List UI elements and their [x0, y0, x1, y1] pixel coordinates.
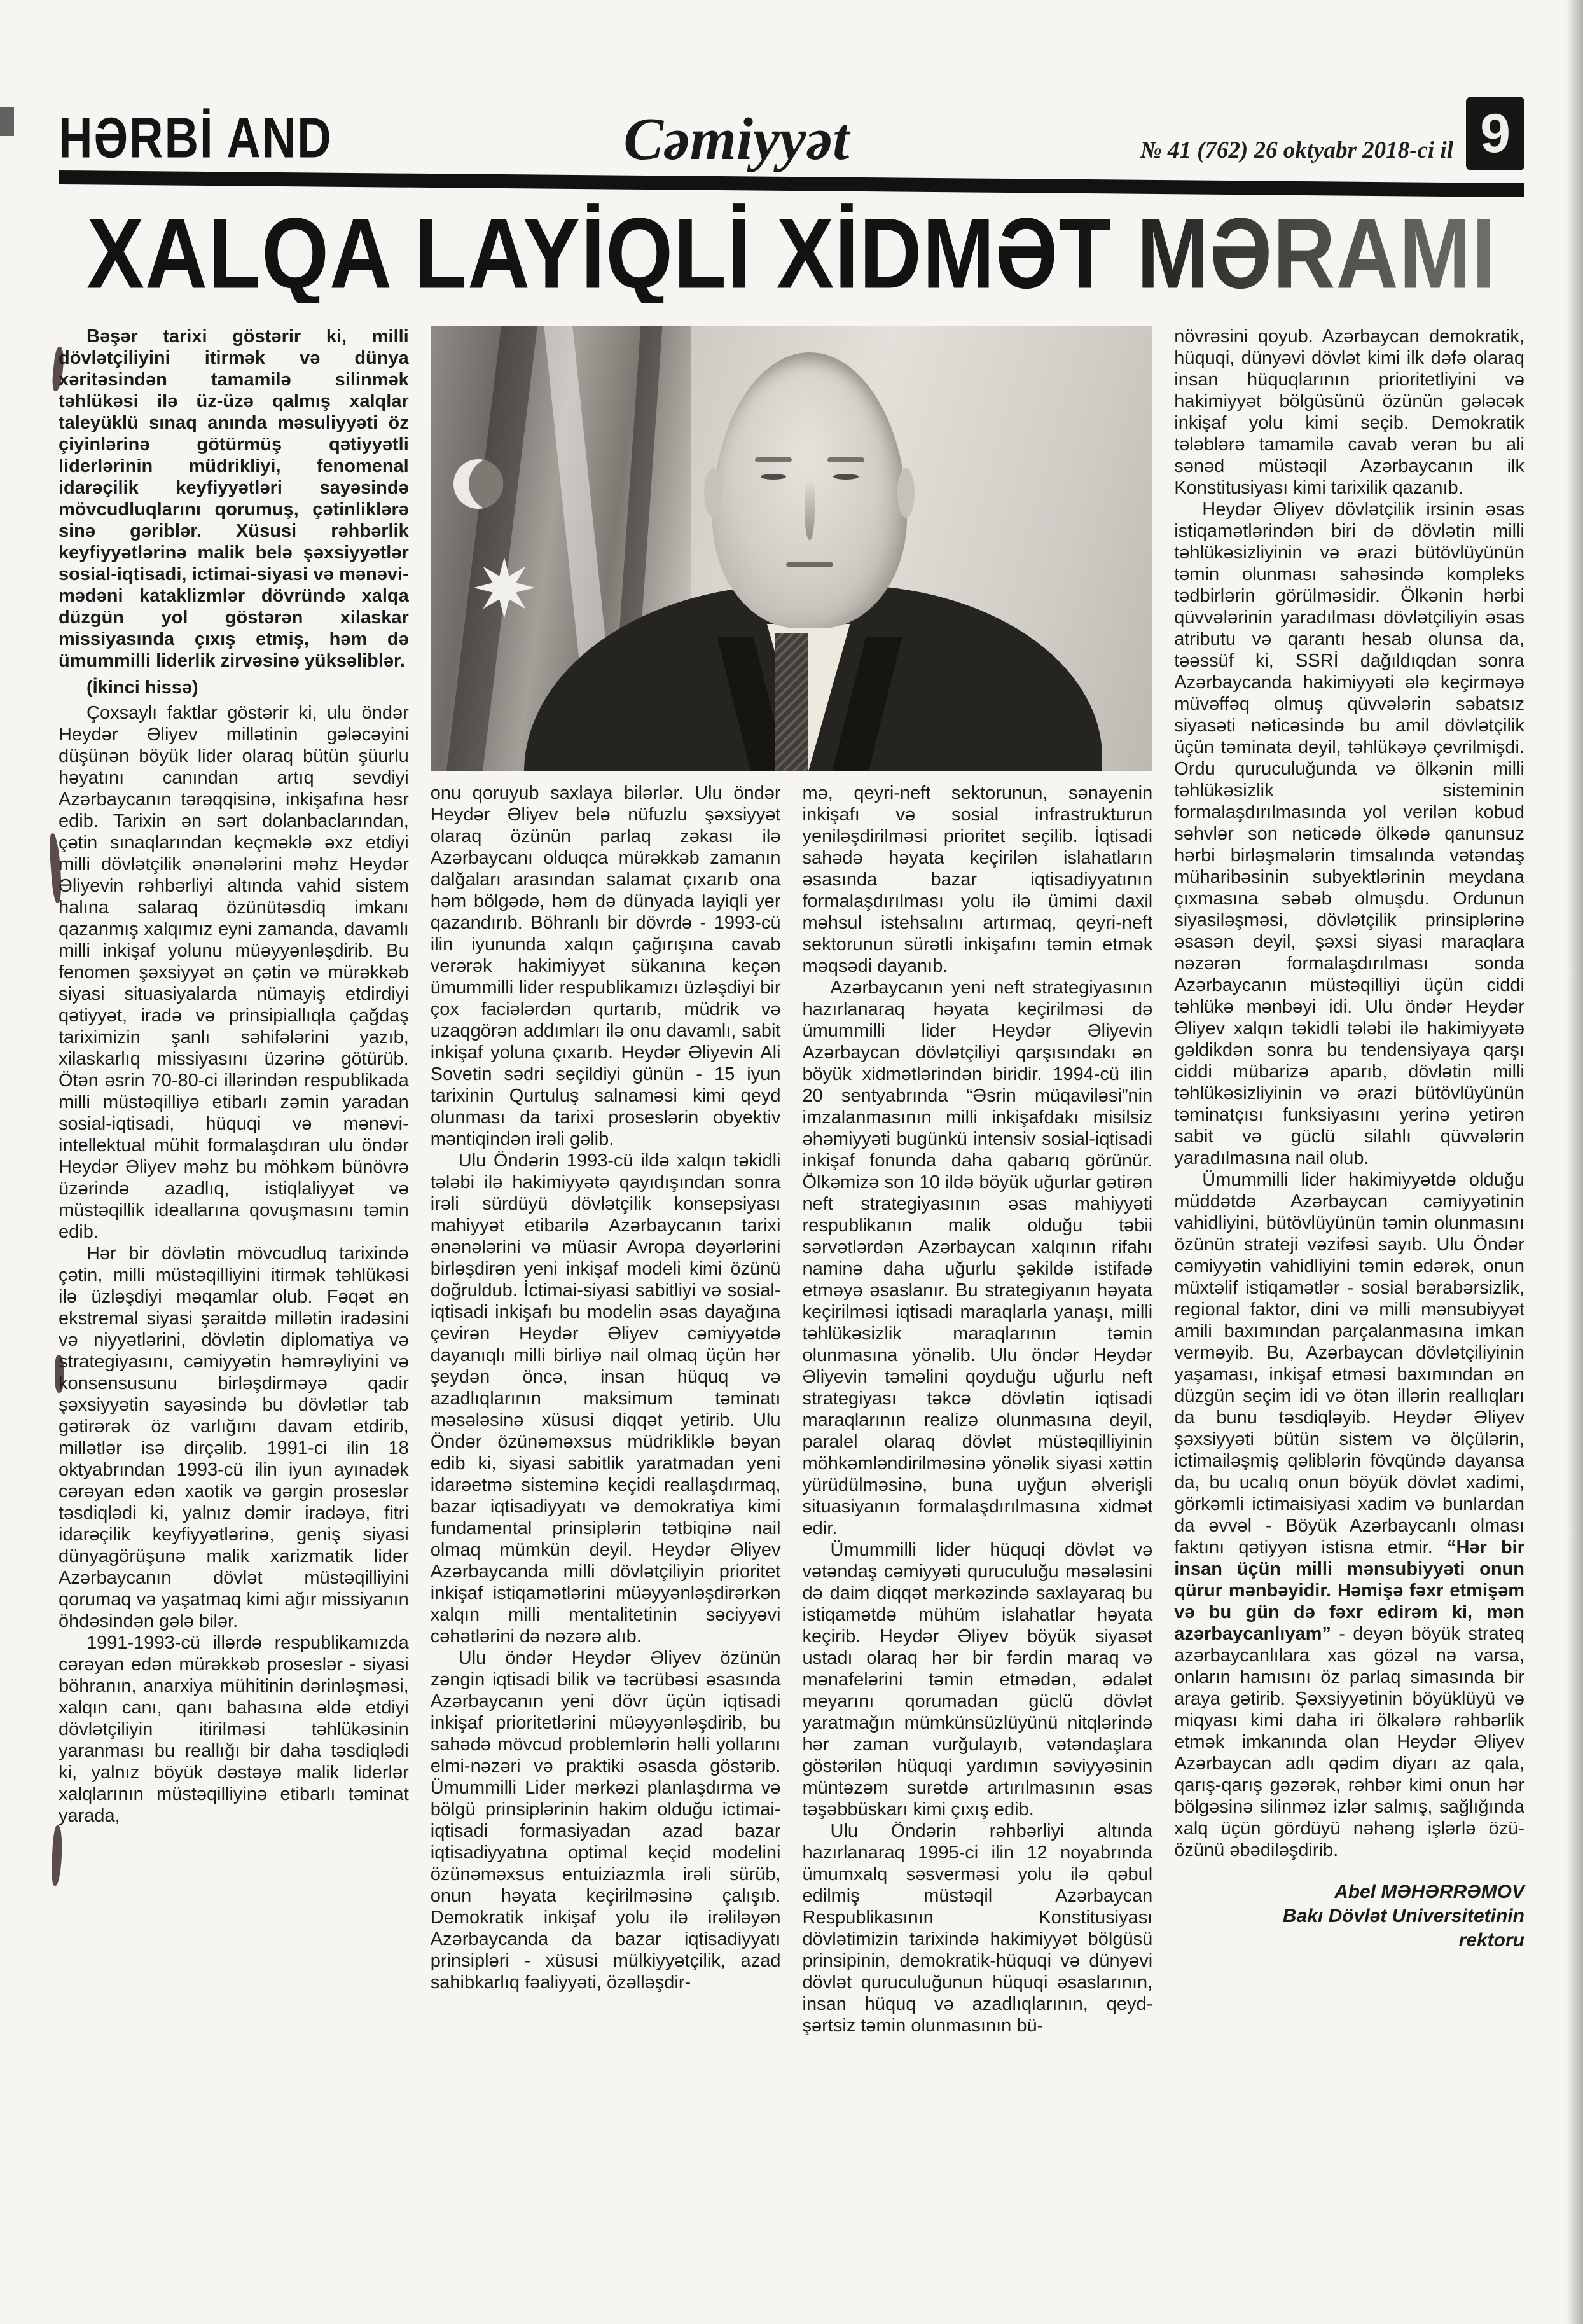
article-body	[59, 326, 1524, 2037]
paragraph-text: - deyən böyük strateq azərbaycanlılara xas gözəl nə varsa, onların hamısını öz parlaq simasında bir araya gətirib. Şəxsiyyətinin böyüklüyü və miqyası kimi daha iri ölkələrə rəhbərlik etmək imkanında olan Heydər Əliyev Azərbaycan adlı qədim diyarı az qala, qarış-qarış gəzərək, rəhbər kimi onun hər bölgəsinə silinməz izlər salmış, sağlığında xalq üçün gördüyü nəhəng işlərlə özü-özünü əbədiləşdirib.	[1174, 1624, 1524, 1860]
page-number-badge	[1466, 97, 1524, 170]
paragraph: onu qoruyub saxlaya bilərlər. Ulu öndər Heydər Əliyev belə nüfuzlu şəxsiyyət olaraq özünün parlaq zəkası ilə Azərbaycanı olduqca mürəkkəb zamanın dalğaları arasından salamat çıxarıb ona həm bölgədə, həm də dünyada layiqli yer qazandırıb. Böhranlı bir dövrdə - 1993-cü ilin iyununda xalqın çağırışına cavab verərək hakimiyyət sükanına keçən ümummilli lider respublikamızı üzləşdiyi bir çox faciələrdən qurtarıb, müdrik və uzaqgörən addımları ilə onu davamlı, sabit inkişaf yoluna çıxarıb. Heydər Əliyevin Ali Sovetin sədri seçildiyi günün - 15 iyun tarixinin Qurtuluş salnaməsi kimi qeyd olunması da tarixi proseslərin obyektiv məntiqindən irəli gəlib.	[430, 783, 781, 1149]
page-number: 9	[1480, 102, 1510, 164]
portrait-mouth	[786, 562, 833, 567]
portrait-eyebrow	[827, 457, 864, 462]
newspaper-brand: HƏRBİ AND	[59, 105, 333, 170]
flag-star-icon	[474, 557, 535, 618]
author-title: rektoru	[1458, 1930, 1524, 1951]
issue-info-block	[1140, 97, 1524, 170]
paragraph: Ümummilli lider hüquqi dövlət və vətəndaş cəmiyyəti quruculuğu məsələsini də daim diqqət mərkəzində saxlayaraq bu istiqamətdə mühüm islahatlar həyata keçirib. Heydər Əliyev böyük siyasət ustadı olaraq hər bir fərdin maraq və mənafelərini təmin etmədən, ədalət meyarını qorumadan güclü dövlət yaratmağın mümkünsüzlüyünü nitqlərində hər zaman vurğulayıb, vətəndaşlara göstərilən hüquqi yardımın səviyyəsinin müntəzəm surətdə artırılmasının əsas təşəbbüskarı kimi çıxış edib.	[802, 1540, 1153, 1820]
paragraph: mə, qeyri-neft sektorunun, sənayenin inkişafı və sosial infrastrukturun yeniləşdirilməsi prioritet seçilib. İqtisadi sahədə həyata keçirilən islahatların əsasında bazar iqtisadiyyatının formalaşdırılması yolu ilə ümimi daxil məhsul istehsalını artırmaq, qeyri-neft sektorunun sürətli inkişafını təmin etmək məqsədi dayanıb.	[802, 783, 1153, 976]
paragraph: Ulu Öndərin 1993-cü ildə xalqın təkidli tələbi ilə hakimiyyətə qayıdışından sonra irəli sürdüyü dövlətçilik konsepsiyası mahiyyət etibarilə Azərbaycanın tarixi ənənələrini və müasir Avropa dəyərlərini birləşdirən yeni inkişaf modeli kimi özünü doğruldub. İctimai-siyasi sabitliyi və sosial-iqtisadi inkişafı bu modelin əsas dayağına çevirən Heydər Əliyev cəmiyyətdə dayanıqlı milli birliyə nail olmaq üçün hər şeydən öncə, insan hüquq və azadlıqlarının maksimum təminatı məsələsinə xüsusi diqqət yetirib. Ulu Öndər özünəməxsus müdrikliklə bəyan edib ki, siyasi sabitlik yaratmadan yeni idarəetmə sisteminə keçidi reallaşdırmaq, bazar iqtisadiyyatı və demokratiya kimi fundamental prinsiplərin tətbiqinə nail olmaq mümkün deyil. Heydər Əliyev Azərbaycanda milli dövlətçiliyin prioritet inkişaf istiqamətlərini müəyyənləşdirərkən xalqın milli mentalitetinin səciyyəvi cəhətlərini də nəzərə alıb.	[430, 1151, 781, 1647]
masthead	[59, 75, 1524, 170]
headline-row	[59, 191, 1524, 315]
author-signature	[1174, 1880, 1524, 1953]
issue-info: № 41 (762) 26 oktyabr 2018-ci il	[1140, 137, 1453, 163]
column-4	[1174, 326, 1524, 2037]
flag-crescent-icon	[453, 459, 503, 509]
portrait-eye	[761, 474, 786, 480]
paragraph: Ulu Öndərin rəhbərliyi altında hazırlanaraq 1995-ci ilin 12 noyabrında ümumxalq səsverməsi yolu ilə qəbul edilmiş müstəqil Azərbaycan Respublikasının Konstitusiyası dövlətimizin tarixində hakimiyyət bölgüsü prinsipinin, demokratik-hüquqi və dünyəvi dövlət quruculuğunun hüquqi əsaslarının, insan hüquq və azadlıqlarının, qeyd-şərtsiz təmin olunmasının bü-	[802, 1821, 1153, 2036]
section-title: Cəmiyyət	[623, 106, 850, 172]
portrait-head	[712, 352, 908, 628]
author-name: Abel MƏHƏRRƏMOV	[1334, 1881, 1524, 1902]
paragraph: Azərbaycanın yeni neft strategiyasının hazırlanaraq həyata keçirilməsi də ümummilli lider Heydər Əliyevin Azərbaycan dövlətçiliyi qarşısındakı ən böyük xidmətlərindən biridir. 1994-cü ilin 20 sentyabrında “Əsrin müqaviləsi”nin imzalanmasının milli inkişafdakı misilsiz əhəmiyyəti bugünkü intensiv sosial-iqtisadi inkişaf fonunda daha qabarıq görünür. Ölkəmizə son 10 ildə böyük uğurlar gətirən neft strategiyasının əsas mahiyyəti respublikanın malik olduğu təbii sərvətlərdən Azərbaycan xalqının rifahı naminə daha uğurlu şəkildə istifadə etməyə əsaslanır. Bu strategiyanın həyata keçirilməsi iqtisadi maraqlarla yanaşı, milli təhlükəsizlik maraqlarının təmin olunmasına yönəlib. Ulu öndər Heydər Əliyevin təməlini qoyduğu uğurlu neft strategiyası təkcə dövlətin iqtisadi maraqlarının realizə olunmasına deyil, paralel olaraq dövlət müstəqilliyinin möhkəmləndirilməsinə yönəlik siyasi xəttin yürüdülməsinə, buna uyğun əlverişli situasiyanın formalaşdırılmasına xidmət edir.	[802, 978, 1153, 1539]
aliyev-quote: “Hər bir insan üçün milli mənsubiyyəti onun qürur mənbəyidir. Həmişə fəxr etmişəm və bu gün də fəxr edirəm ki, mən azərbaycanlıyam”	[1174, 1537, 1524, 1644]
column-1	[59, 326, 409, 2037]
author-organization: Bakı Dövlət Universitetinin	[1282, 1906, 1524, 1926]
article-headline: XALQA LAYİQLİ XİDMƏT MƏRAMI	[86, 197, 1497, 310]
paragraph: Hər bir dövlətin mövcudluq tarixində çətin, milli müstəqilliyini itirmək təhlükəsi ilə üzləşdiyi məqamlar olub. Fəqət ən ekstremal siyasi şəraitdə millətin iradəsini və niyyətlərini, dövlətin diplomatiya və strategiyasını, cəmiyyətin həmrəyliyini və konsensusunu birləşdirməyə qadir şəxsiyyətin sayəsində bu dövlətlər tab gətirərək öz varlığını davam etdirib, millətlər isə dirçəlib. 1991-ci ilin 18 oktyabrından 1993-cü ilin iyun ayınadək cərəyan edən xaotik və gərgin proseslər təsdiqlədi ki, yalnız dəmir iradəyə, fitri idarəçilik keyfiyyətlərinə, geniş siyasi dünyagörüşunə malik xarizmatik lider Azərbaycanın dövlət müstəqilliyini qorumaq və yaşatmaq kimi ağır missiyanın öhdəsindən gələ bilər.	[59, 1243, 409, 1631]
column-3	[803, 782, 1153, 2037]
middle-columns	[431, 782, 1153, 2037]
paragraph: Çoxsaylı faktlar göstərir ki, ulu öndər Heydər Əliyev millətinin gələcəyini düşünən böyük lider olaraq bütün şüurlu həyatını canından artıq sevdiyi Azərbaycanın tərəqqisinə, inkişafına həsr edib. Tarixin ən sərt dolanbaclarından, çətin sınaqlarından keçməklə əxz etdiyi milli dövlətçilik ənənələrini məhz Heydər Əliyevin rəhbərliyi altında vahid sistem halına salaraq özünütəsdiq imkanı qazanmış xalqımız eyni zamanda, davamlı milli inkişaf yolunu müəyyənləşdirib. Bu fenomen şəxsiyyət ən çətin və mürəkkəb siyasi situasiyalarda nümayiş etdirdiyi qətiyyət, iradə və prinsipiallıqla çağdaş tariximizin şanlı səhifələrini yazıb, xilaskarlıq missiyasını üzərinə götürüb. Ötən əsrin 70-80-ci illərindən respublikada milli müstəqilliyə etibarlı zəmin yaradan sosial-iqtisadi, hüquqi və mənəvi-intellektual mühit formalaşdıran ulu öndər Heydər Əliyev məhz bu möhkəm bünövrə üzərində azadlıq, istiqlaliyyət və müstəqillik ideallarına qovuşmasını təmin edib.	[59, 703, 409, 1242]
portrait-ear	[704, 468, 722, 518]
column-2	[431, 782, 781, 2037]
paragraph: Heydər Əliyev dövlətçilik irsinin əsas istiqamətlərindən biri də dövlətin milli təhlükəsizliyinin və ərazi bütövlüyünün təmin olunması sahəsində kompleks tədbirlərin görülməsidir. Ölkənin hərbi qüvvələrinin yaradılması dövlətçiliyin əsas atributu və qarantı hesab olunsa da, təəssüf ki, SSRİ dağıldıqdan sonra Azərbaycanda hakimiyyəti ələ keçirməyə müvəffəq olmuş qüvvələrin səbatsız siyasəti nəticəsində bu amil dövlətçilik üçün təminata deyil, təhlükəyə çevrilmişdi. Ordu quruculuğunda və ölkənin milli təhlükəsizlik sisteminin formalaşdırılmasında yol verilən kobud səhvlər son nəticədə ölkədə qanunsuz hərbi birləşmələrin timsalında vətəndaş müharibəsinin subyektlərinin meydana çıxmasına səbəb olmuşdu. Ordunun siyasiləşməsi, dövlətçilik prinsiplərinə əsasən deyil, şəxsi siyasi maraqlara nəzərən formalaşdırılması sonda Azərbaycanın müstəqilliyi üçün ciddi təhlükə mənbəyi idi. Ulu öndər Heydər Əliyev xalqın təkidli tələbi ilə hakimiyyətə gəldikdən sonra bu tendensiyaya qarşı ciddi mübarizə aparıb, dövlətin milli təhlükəsizliyinin və ərazi bütövlüyünün təminatçısı funksiyasını yerinə yetirən sabit və güclü silahlı qüvvələrin yaradılmasına nail olub.	[1174, 499, 1524, 1168]
paragraph: 1991-1993-cü illərdə respublikamızda cərəyan edən mürəkkəb proseslər - siyasi böhranın, anarxiya mühitinin dərinləşməsi, xalqın canı, qanı bahasına əldə etdiyi dövlətçiliyin itirilməsi təhlükəsinin yaranması bu reallığı bir daha təsdiqlədi ki, yalnız böyük dəstəyə malik liderlər xalqlarının müstəqilliyinə etibarlı təminat yarada,	[59, 1633, 409, 1826]
portrait-eye	[833, 474, 859, 480]
paragraph-with-quote	[1174, 1169, 1524, 1861]
paragraph: növrəsini qoyub. Azərbaycan demokratik, hüquqi, dünyəvi dövlət kimi ilk dəfə olaraq insan hüquqlarının prioritetliyini və hakimiyyət bölgüsünü özünün gələcək inkişaf yolu kimi seçib. Demokratik tələblərə tamamilə cavab verən bu ali sənəd müstəqil Azərbaycanın ilk Konstitusiyası kimi tarixilik qazanıb.	[1174, 326, 1524, 498]
heydar-aliyev-photo	[431, 326, 1153, 771]
portrait-eyebrow	[755, 457, 792, 462]
portrait-nose	[805, 480, 814, 540]
paragraph: Ulu öndər Heydər Əliyev özünün zəngin iqtisadi bilik və təcrübəsi əsasında Azərbaycanın yeni dövr üçün iqtisadi inkişaf prioritetlərini müəyyənləşdirib, bu sahədə mövcud problemlərin həlli yollarını elmi-nəzəri və praktiki əsasda göstərib. Ümummilli Lider mərkəzi planlaşdırma və bölgü prinsiplərinin hakim olduğu ictimai-iqtisadi formasiyadan azad bazar iqtisadiyyatına optimal keçid modelini özünəməxsus entuiziazmla irəli sürüb, onun həyata keçirilməsinə çalışıb. Demokratik inkişaf yolu ilə irəliləyən Azərbaycanda da bazar iqtisadiyyatı prinsipləri - xüsusi mülkiyyətçilik, azad sahibkarlıq fəaliyyəti, özəlləşdir-	[430, 1648, 781, 1993]
middle-section	[431, 326, 1153, 2037]
portrait-ear	[897, 468, 915, 518]
paragraph-text: Ümummilli lider hakimiyyətdə olduğu müddətdə Azərbaycan cəmiyyətinin vahidliyini, bütövlüyünün təmin olunmasını özünün strateji vəzifəsi sayıb. Ulu Öndər cəmiyyətin vahidliyini təmin edərək, onun müxtəlif istiqamətlər - sosial bərabərsizlik, regional faktor, dini və milli mənsubiyyət amili baxımından parçalanmasına imkan verməyib. Bu, Azərbaycan dövlətçiliyinin yaşaması, inkişaf etməsi baxımından ən düzgün seçim idi və ötən illərin reallıqları da bunu təsdiqləyib. Heydər Əliyev şəxsiyyəti bütün sistem və ölçülərin, ictimailəşmiş qəliblərin fövqündə dayansa da, bu ucalıq onun böyük dövlət xadimi, görkəmli ictimaisiyasi xadim və bunlardan da əvvəl - Böyük Azərbaycanlı olması faktını qətiyyən istisna etmir.	[1174, 1170, 1524, 1558]
portrait-tie	[775, 633, 808, 771]
lead-paragraph: Bəşər tarixi göstərir ki, milli dövlətçiliyini itirmək və dünya xəritəsindən tamamilə silinmək təhlükəsi ilə üz-üzə qalmış xalqlar taleyüklü sınaq anında məsuliyyəti öz çiyinlərinə götürmüş qətiyyətli liderlərinin müdrikliyi, fenomenal idarəçilik keyfiyyətləri sayəsində mövcudluqlarını qorumuş, çətinliklərə sinə gəriblər. Xüsusi rəhbərlik keyfiyyətlərinə malik belə şəxsiyyətlər sosial-iqtisadi, ictimai-siyasi və mənəvi-mədəni kataklizmlər dövründə xalqa düzgün yol göstərən xilaskar missiyasında çıxış etmiş, həm də ümummilli liderlik zirvəsinə yüksəliblər.	[59, 326, 409, 671]
part-note: (İkinci hissə)	[86, 677, 198, 698]
